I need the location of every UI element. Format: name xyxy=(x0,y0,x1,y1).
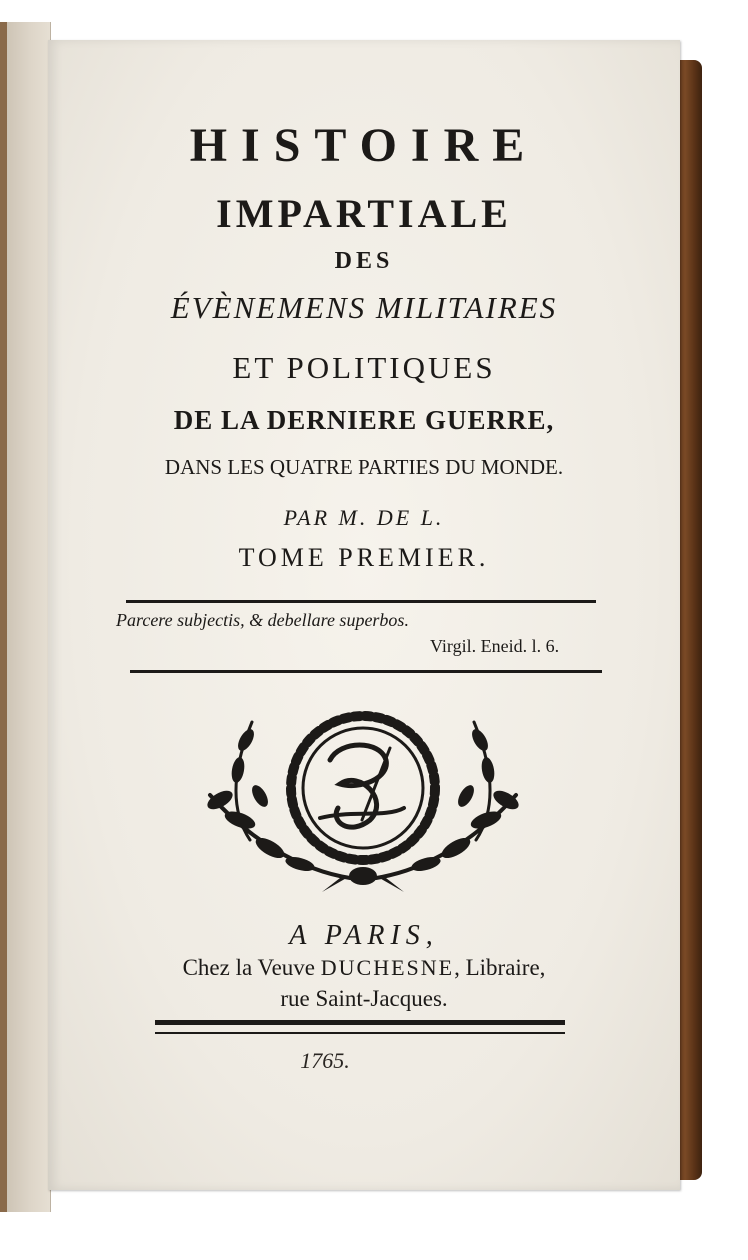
wreath-ornament xyxy=(190,700,536,896)
double-rule-thick xyxy=(155,1020,565,1025)
rule-above-motto xyxy=(126,600,596,603)
imprint-publisher-suffix: , Libraire, xyxy=(454,955,546,980)
title-line-guerre: DE LA DERNIERE GUERRE, xyxy=(173,405,555,435)
imprint-street: rue Saint-Jacques. xyxy=(280,986,448,1011)
left-cover-edge xyxy=(0,22,7,1212)
title-line-histoire: HISTOIRE xyxy=(189,119,539,172)
imprint-publisher-prefix: Chez la Veuve xyxy=(182,955,321,980)
imprint-publisher-name: DUCHESNE xyxy=(320,955,455,980)
handwritten-year: 1765. xyxy=(300,1048,350,1073)
rule-below-motto xyxy=(130,670,602,673)
author-line: PAR M. DE L. xyxy=(283,505,445,530)
title-line-politiques: ET POLITIQUES xyxy=(232,350,496,385)
facing-page-edge xyxy=(0,22,51,1212)
motto-source: Virgil. Eneid. l. 6. xyxy=(430,636,560,656)
title-line-impartiale: IMPARTIALE xyxy=(216,191,512,236)
title-line-evenemens: ÉVÈNEMENS MILITAIRES xyxy=(170,290,558,325)
volume-line: TOME PREMIER. xyxy=(238,543,490,572)
motto: Parcere subjectis, & debellare superbos. xyxy=(116,610,409,630)
title-line-monde: DANS LES QUATRE PARTIES DU MONDE. xyxy=(164,455,564,479)
imprint-publisher xyxy=(48,955,680,981)
imprint-city: A PARIS, xyxy=(289,920,439,951)
title-line-des: DES xyxy=(334,248,394,274)
double-rule-thin xyxy=(155,1032,565,1034)
